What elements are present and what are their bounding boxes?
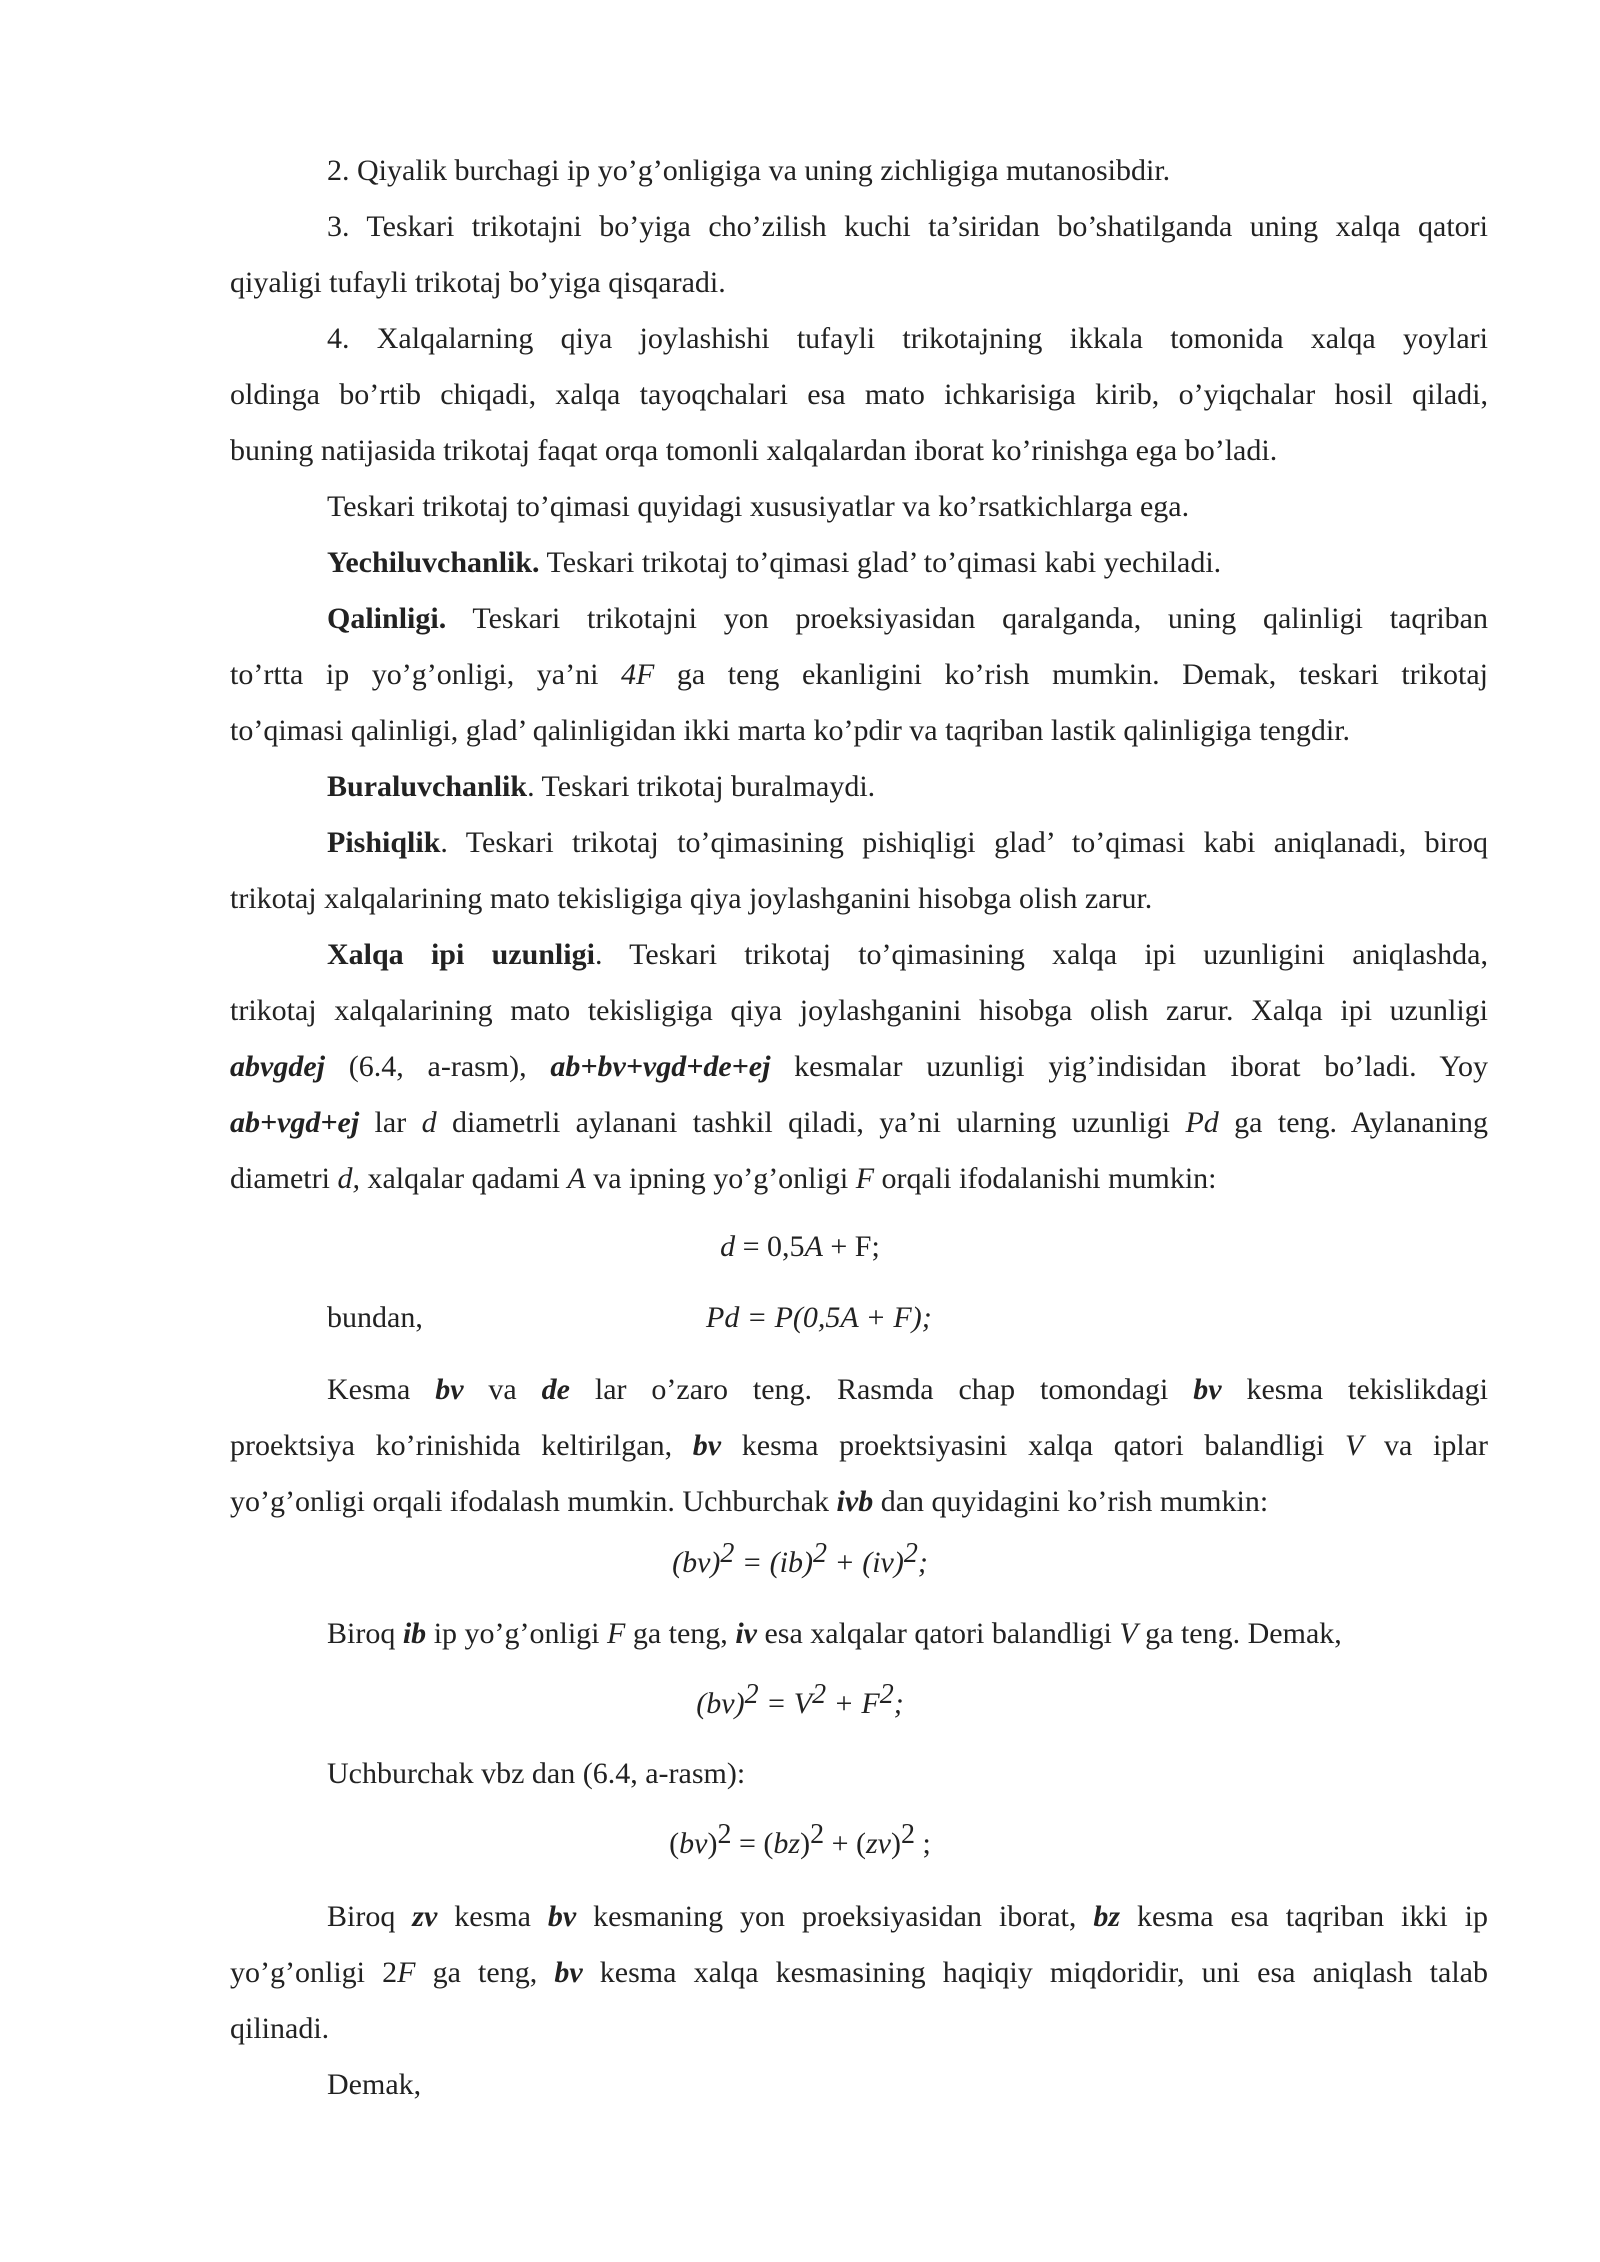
qalinligi-line1: Qalinligi. Teskari trikotajni yon proeksiyasidan qaralganda, uning qalinligi taqriban xyxy=(327,602,1488,635)
qalinligi-line3: to’qimasi qalinligi, glad’ qalinligidan ikki marta ko’pdir va taqriban lastik qalinligiga tengdir. xyxy=(230,714,1351,747)
term-buraluvchanlik: Buraluvchanlik xyxy=(327,770,528,803)
xalqa-line5: diametri d, xalqalar qadami A va ipning yo’g’onligi F orqali ifodalanishi mumkin: xyxy=(230,1162,1217,1195)
pishiqlik-line2: trikotaj xalqalarining mato tekisligiga qiya joylashganini hisobga olish zarur. xyxy=(230,882,1153,915)
term-qalinligi: Qalinligi. xyxy=(327,602,447,635)
intro-paragraph: Teskari trikotaj to’qimasi quyidagi xususiyatlar va ko’rsatkichlarga ega. xyxy=(327,490,1190,523)
equation-3: (bv)$^2$ = (ib)$^2$ + (iv)$^2$; xyxy=(672,1538,928,1579)
term-pishiqlik: Pishiqlik xyxy=(327,826,441,859)
pishiqlik-line1: Pishiqlik. Teskari trikotaj to’qimasining pishiqligi glad’ to’qimasi kabi aniqlanadi, biroq xyxy=(327,826,1488,859)
term-yechiluvchanlik: Yechiluvchanlik. xyxy=(327,546,540,579)
item-2: 2. Qiyalik burchagi ip yo’g’onligiga va uning zichligiga mutanosibdir. xyxy=(327,154,1171,187)
yechiluvchanlik-paragraph: Yechiluvchanlik. Teskari trikotaj to’qimasi glad’ to’qimasi kabi yechiladi. xyxy=(327,546,1222,579)
biroq-paragraph-1: Biroq ib ip yo’g’onligi F ga teng, iv esa xalqalar qatori balandligi V ga teng. Demak, xyxy=(327,1617,1342,1650)
item-4-line1: 4. Xalqalarning qiya joylashishi tufayli trikotajning ikkala tomonida xalqa yoylari xyxy=(327,322,1488,355)
kesma-line1: Kesma bv va de lar o’zaro teng. Rasmda chap tomondagi bv kesma tekislikdagi xyxy=(327,1373,1488,1406)
biroq-paragraph-2-line3: qilinadi. xyxy=(230,2012,330,2045)
equation-4: $(bv)^2 = V^2 + F^2$; xyxy=(696,1679,904,1720)
equation-2: Pd = P(0,5A + F); xyxy=(706,1301,932,1334)
biroq-paragraph-2-line1: Biroq zv kesma bv kesmaning yon proeksiyasidan iborat, bz kesma esa taqriban ikki ip xyxy=(327,1900,1488,1933)
item-4-line2: oldinga bo’rtib chiqadi, xalqa tayoqchalari esa mato ichkarisiga kirib, o’yiqchalar hosil qiladi, xyxy=(230,378,1488,411)
item-3-line2: qiyaligi tufayli trikotaj bo’yiga qisqaradi. xyxy=(230,266,726,299)
equation-5: (bv)$^2$ = (bz)$^2$ + (zv)$^2$ ; xyxy=(669,1819,931,1860)
xalqa-line2: trikotaj xalqalarining mato tekisligiga qiya joylashganini hisobga olish zarur. Xalqa ipi uzunligi xyxy=(230,994,1488,1027)
kesma-line3: yo’g’onligi orqali ifodalash mumkin. Uchburchak ivb dan quyidagini ko’rish mumkin: xyxy=(230,1485,1269,1518)
biroq-paragraph-2-line2: yo’g’onligi 2F ga teng, bv kesma xalqa kesmasining haqiqiy miqdoridir, uni esa aniqlash talab xyxy=(230,1956,1488,1989)
term-xalqa-ipi-uzunligi: Xalqa ipi uzunligi xyxy=(327,938,595,971)
item-4-line3: buning natijasida trikotaj faqat orqa tomonli xalqalardan iborat ko’rinishga ega bo’ladi. xyxy=(230,434,1278,467)
item-3-line1: 3. Teskari trikotajni bo’yiga cho’zilish kuchi ta’siridan bo’shatilganda uning xalqa qatori xyxy=(327,210,1488,243)
equation-1: d = 0,5A + F; xyxy=(720,1230,880,1263)
xalqa-line3: abvgdej (6.4, a-rasm), ab+bv+vgd+de+ej kesmalar uzunligi yig’indisidan iborat bo’ladi. Yoy xyxy=(230,1050,1489,1083)
bundan-label: bundan, xyxy=(327,1301,423,1334)
demak-paragraph: Demak, xyxy=(327,2068,422,2101)
qalinligi-line2: to’rtta ip yo’g’onligi, ya’ni 4F ga teng ekanligini ko’rish mumkin. Demak, teskari trikotaj xyxy=(230,658,1488,691)
xalqa-line4: ab+vgd+ej lar d diametrli aylanani tashkil qiladi, ya’ni ularning uzunligi Pd ga teng. Aylananing xyxy=(230,1106,1488,1139)
xalqa-line1: Xalqa ipi uzunligi. Teskari trikotaj to’qimasining xalqa ipi uzunligini aniqlashda, xyxy=(327,938,1489,971)
uchburchak-paragraph: Uchburchak vbz dan (6.4, a-rasm): xyxy=(327,1757,746,1790)
kesma-line2: proektsiya ko’rinishida keltirilgan, bv kesma proektsiyasini xalqa qatori balandligi V va iplar xyxy=(230,1429,1488,1462)
buraluvchanlik-paragraph: Buraluvchanlik. Teskari trikotaj buralmaydi. xyxy=(327,770,876,803)
